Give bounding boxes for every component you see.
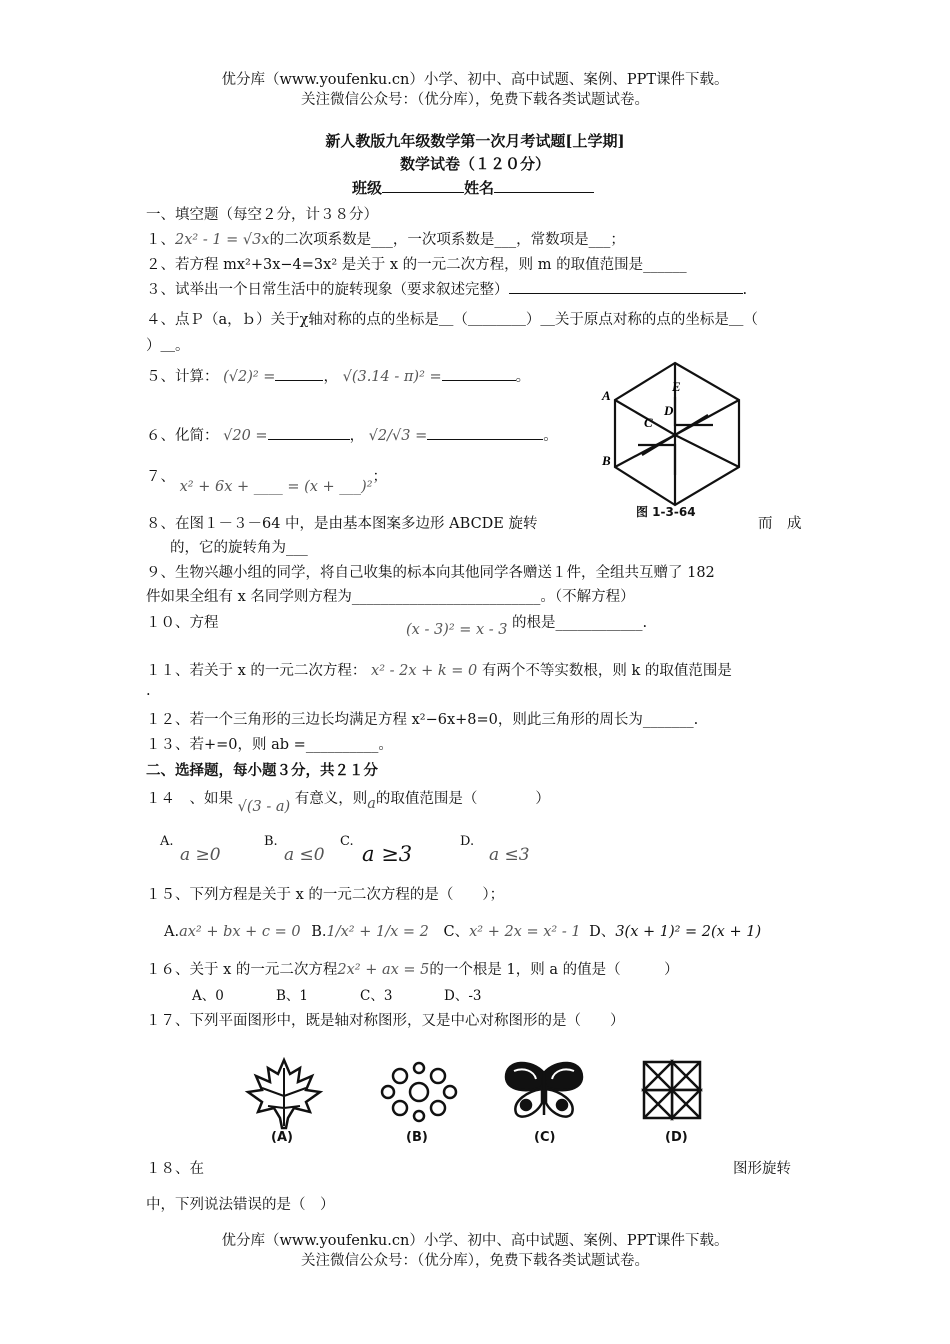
q8: ８、在图１－３－64 中，是由基本图案多边形 ABCDE 旋转 <box>146 516 538 532</box>
q2: ２、若方程 mx²+3x−4=3x² 是关于 x 的一元二次方程，则 m 的取值范围是______ <box>146 257 687 273</box>
q5-math-1: (√2)² = <box>223 369 276 385</box>
q17-label-d: (D) <box>665 1130 688 1145</box>
q8-cont: 的，它的旋转角为___ <box>170 540 308 556</box>
q14 <box>146 787 550 815</box>
q17-figure-d-pinwheel[interactable] <box>638 1058 708 1122</box>
q14-var: a <box>367 796 376 812</box>
q7-text: ７、 <box>146 469 175 485</box>
figure-arm-3 <box>642 435 739 467</box>
q3: ３、试举出一个日常生活中的旋转现象（要求叙述完整） . <box>146 278 747 299</box>
q14-option-a[interactable]: a ≥0 <box>180 845 221 865</box>
q5-math-2: √(3.14 - π)² = <box>342 369 442 385</box>
q7-math: x² + 6x + ____ = (x + ___)² <box>179 479 373 495</box>
rotation-figure <box>600 355 780 525</box>
class-name-line <box>352 177 594 198</box>
q1-num: １、 <box>146 232 175 248</box>
footer-line-1: 优分库（www.youfenku.cn）小学、初中、高中试题、案例、PPT课件下载。 <box>221 1233 729 1249</box>
q17: １７、下列平面图形中，既是轴对称图形，又是中心对称图形的是（ ） <box>146 1013 625 1029</box>
q14-option-c-label[interactable]: C. <box>340 834 354 849</box>
q15-option-c[interactable]: x² + 2x = x² - 1 <box>469 924 581 940</box>
name-label: 姓名 <box>464 179 495 197</box>
q16-end: 的一个根是 1，则 a 的值是（ ） <box>429 962 679 978</box>
figure-label-d: D <box>664 403 674 418</box>
q14-mid: 有意义，则 <box>294 791 368 807</box>
footer-line-2: 关注微信公众号：（优分库），免费下载各类试题试卷。 <box>301 1253 649 1269</box>
q15-option-b[interactable]: 1/x² + 1/x = 2 <box>326 924 429 940</box>
q6: ６、化简： √20 = ， √2/√3 = 。 <box>146 424 558 445</box>
q3-blank[interactable] <box>509 279 743 294</box>
q4-cont: ）＿。 <box>146 338 190 354</box>
q15-option-a-label[interactable]: A. <box>164 924 180 940</box>
q9-cont: 件如果全组有 x 名同学则方程为__________________________。（不解方程） <box>146 589 635 605</box>
q9: ９、生物兴趣小组的同学，将自己收集的标本向其他同学各赠送１件，全组共互赠了 182 <box>146 565 715 581</box>
q17-figure-c-butterfly[interactable] <box>502 1057 586 1123</box>
q15-option-a[interactable]: ax² + bx + c = 0 <box>179 924 301 940</box>
q14-option-b[interactable]: a ≤0 <box>284 845 325 865</box>
q16-option-d[interactable]: D、-3 <box>444 988 482 1004</box>
q16-text: １６、关于 x 的一元二次方程 <box>146 962 338 978</box>
q16 <box>146 958 679 979</box>
q6-end: 。 <box>543 428 558 444</box>
q11-cont: . <box>146 683 151 699</box>
q6-math-2: √2/√3 = <box>368 428 428 444</box>
q18-cont: 中，下列说法错误的是（ ） <box>146 1197 335 1213</box>
q17-figure-a-maple-leaf[interactable] <box>244 1058 324 1130</box>
q5-end: 。 <box>515 369 531 385</box>
q15-options <box>164 920 761 941</box>
q16-option-a[interactable]: A、0 <box>192 988 224 1004</box>
q14-end: 的取值范围是（ ） <box>375 791 550 807</box>
header-line-1: 优分库（www.youfenku.cn）小学、初中、高中试题、案例、PPT课件下载。 <box>221 72 729 88</box>
page-subtitle: 数学试卷（１２０分） <box>399 155 550 173</box>
q15-option-c-label[interactable]: C、 <box>443 924 470 940</box>
q11-math: x² - 2x + k = 0 <box>371 663 478 679</box>
q1-math: 2x² - 1 = √3x <box>175 232 270 248</box>
q7 <box>146 465 388 495</box>
q5: ５、计算： (√2)² = ， √(3.14 - π)² = 。 <box>146 365 530 386</box>
q17-figure-b-snowflake[interactable] <box>380 1060 458 1124</box>
q18-right: 图形旋转 <box>733 1161 791 1177</box>
q5-blank-2[interactable] <box>442 366 516 381</box>
q8-right: 而 成 <box>758 516 802 532</box>
figure-label-e: E <box>672 379 681 394</box>
q14-option-c[interactable]: a ≥3 <box>362 842 413 866</box>
figure-label-b: B <box>602 453 611 468</box>
figure-arm-6 <box>615 400 708 435</box>
q11-end: 有两个不等实数根，则 k 的取值范围是 <box>481 663 732 679</box>
figure-label-c: C <box>644 415 653 430</box>
q18: １８、在 <box>146 1161 204 1177</box>
q10-math: (x - 3)² = x - 3 <box>406 622 508 638</box>
q7-end: ； <box>372 469 388 485</box>
figure-label-a: A <box>602 388 611 403</box>
section1-heading: 一、填空题（每空２分，计３８分） <box>146 207 378 223</box>
q4: ４、点Ｐ（a，ｂ）关于χ轴对称的点的坐标是＿（＿＿＿＿）＿关于原点对称的点的坐标是＿（ <box>146 312 758 328</box>
q15-option-d[interactable]: 3(x + 1)² = 2(x + 1) <box>615 924 762 940</box>
name-blank[interactable] <box>494 178 594 193</box>
q14-option-d[interactable]: a ≤3 <box>489 845 530 865</box>
q11 <box>146 659 732 680</box>
q14-option-d-label[interactable]: D. <box>460 834 475 849</box>
q17-label-a: (A) <box>271 1130 293 1145</box>
q5-text: ５、计算： <box>146 369 219 385</box>
q14-math: √(3 - a) <box>237 799 291 815</box>
figure-arm-2 <box>675 400 739 475</box>
q14-text: １４ 、如果 <box>146 791 233 807</box>
q14-option-b-label[interactable]: B. <box>264 834 278 849</box>
q15: １５、下列方程是关于 x 的一元二次方程的是（ ）； <box>146 887 505 903</box>
figure-caption: 图 1-3-64 <box>636 505 696 519</box>
q16-option-b[interactable]: B、1 <box>276 988 309 1004</box>
q6-text: ６、化简： <box>146 428 219 444</box>
q6-blank-2[interactable] <box>427 425 543 440</box>
class-label: 班级 <box>352 179 383 197</box>
q10: １０、方程 <box>146 615 219 631</box>
q16-math: 2x² + ax = 5 <box>337 962 430 978</box>
q10-end: 的根是____________. <box>512 615 648 631</box>
q1 <box>146 228 625 249</box>
q15-option-d-label[interactable]: D、 <box>589 924 616 940</box>
q13: １３、若+=0，则 ab =__________。 <box>146 737 393 753</box>
q11-text: １１、若关于 x 的一元二次方程： <box>146 663 367 679</box>
class-blank[interactable] <box>382 178 464 193</box>
q5-blank-1[interactable] <box>275 366 323 381</box>
q12: １２、若一个三角形的三边长均满足方程 x²−6x+8=0，则此三角形的周长为_______. <box>146 712 699 728</box>
q16-option-c[interactable]: C、3 <box>360 988 393 1004</box>
q17-label-b: (B) <box>406 1130 428 1145</box>
section2-heading: 二、选择题，每小题３分，共２１分 <box>146 762 378 779</box>
page-title: 新人教版九年级数学第一次月考试题[上学期] <box>325 132 625 150</box>
q3-text: ３、试举出一个日常生活中的旋转现象（要求叙述完整） <box>146 282 509 298</box>
q14-option-a-label[interactable]: A. <box>160 834 174 849</box>
q6-blank-1[interactable] <box>268 425 350 440</box>
q6-math-1: √20 = <box>223 428 268 444</box>
q15-option-b-label[interactable]: B. <box>311 924 327 940</box>
q17-label-c: (C) <box>534 1130 556 1145</box>
q1-text: 的二次项系数是___，一次项系数是___，常数项是___； <box>269 232 625 248</box>
header-line-2: 关注微信公众号：（优分库），免费下载各类试题试卷。 <box>301 92 649 108</box>
